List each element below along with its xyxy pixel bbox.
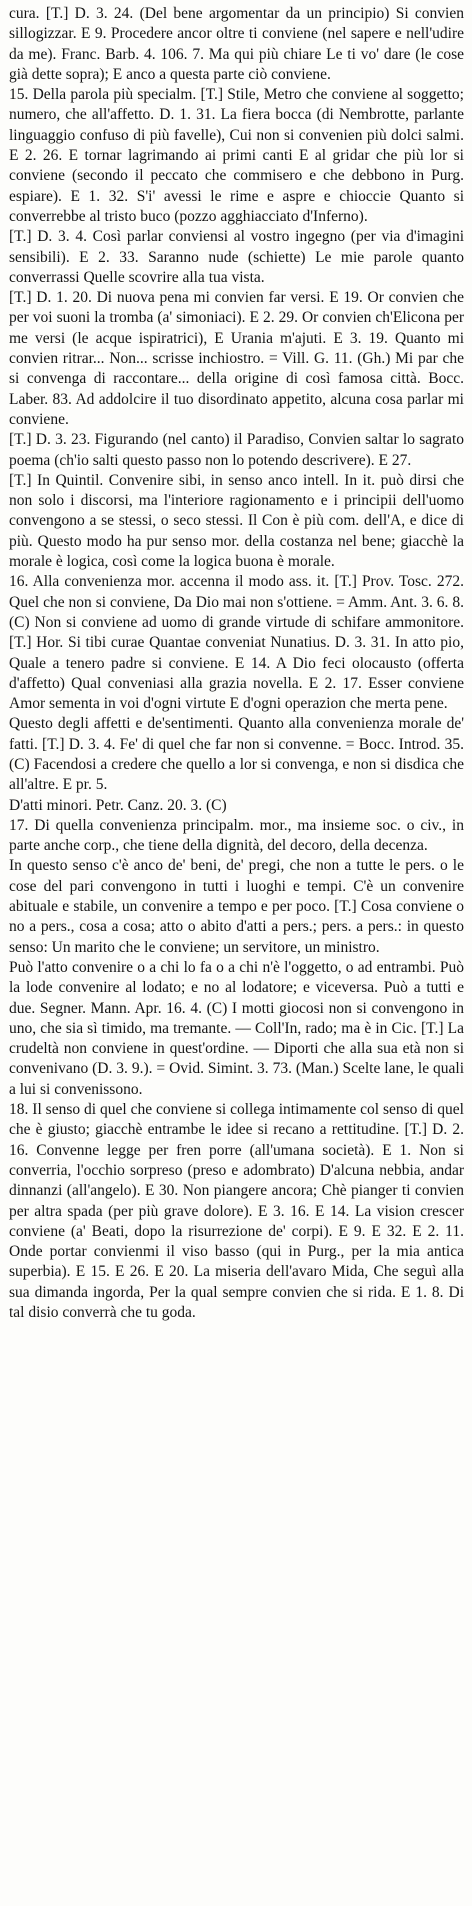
entry-paragraph: [T.] D. 1. 20. Di nuova pena mi convien far versi. E 19. Or convien che per voi suoni la tromba (a' simoniaci). E 2. 29. Or convien ch'Elicona per me versi (le acque ispiratrici), E Urania m'ajuti. E 3. 19. Quanto mi convien ritrar... Non... scrisse inchiostro. = Vill. G. 11. (Gh.) Mi par che si convenga di raccontare... della origine di così famosa città. Bocc. Laber. 83. Ad addolcire il tuo disordinato appetito, alcuna cosa parlar mi conviene.	[9, 289, 464, 428]
entry-paragraph-continuation: cura. [T.] D. 3. 24. (Del bene argomentar da un principio) Si convien sillogizzar. E 9. Procedere ancor oltre ti conviene (nel sapere e nell'udire da me). Franc. Barb. 4. 106. 7. Ma qui più chiare Le ti vo' dare (le cose già dette sopra); E anco a questa parte ciò conviene.	[9, 5, 464, 83]
entry-paragraph-sense-17: 17. Di quella convenienza principalm. mor., ma insieme soc. o civ., in parte anche corp., che tiene della dignità, del decoro, della decenza.	[9, 816, 464, 855]
entry-paragraph: Questo degli affetti e de'sentimenti. Quanto alla convenienza morale de' fatti. [T.] D. 3. 4. Fe' di quel che far non si convenne. = Bocc. Introd. 35. (C) Facendosi a credere che quello a lor si convenga, e non si disdica che all'altre. E pr. 5.	[9, 715, 464, 794]
entry-paragraph: [T.] D. 3. 4. Così parlar conviensi al vostro ingegno (per via d'imagini sensibili). E 2. 33. Saranno nude (schiette) Le mie parole quanto converrassi Quelle scovrire alla tua vista.	[9, 228, 464, 286]
entry-paragraph: D'atti minori. Petr. Canz. 20. 3. (C)	[9, 796, 227, 814]
entry-paragraph-sense-15: 15. Della parola più specialm. [T.] Stile, Metro che conviene al soggetto; numero, che all'affetto. D. 1. 31. La fiera bocca (di Nembrotte, parlante linguaggio confuso di più favelle), Cui non si convenien più dolci salmi. E 2. 26. E tornar lagrimando ai primi canti E al gridar che più lor si conviene (secondo il peccato che commisero e che debbono in Purg. espiare). E 1. 32. S'i' avessi le rime e aspre e chioccie Quanto si converrebbe al tristo buco (pozzo agghiacciato d'Inferno).	[9, 86, 464, 225]
entry-paragraph-sense-16: 16. Alla convenienza mor. accenna il modo ass. it. [T.] Prov. Tosc. 272. Quel che non si conviene, Da Dio mai non s'ottiene. = Amm. Ant. 3. 6. 8. (C) Non si conviene ad uomo di grande virtude di schifare ammonitore. [T.] Hor. Si tibi curae Quantae conveniat Nunatius. D. 3. 31. In atto pio, Quale a tenero padre si conviene. E 14. A Dio feci olocausto (offerta d'affetto) Qual conveniasi alla grazia novella. E 2. 17. Esser conviene Amor sementa in voi d'ogni virtute E d'ogni operazion che merta pene.	[9, 573, 464, 713]
entry-paragraph: [T.] In Quintil. Convenire sibi, in senso anco intell. In it. può dirsi che non solo i discorsi, ma l'interiore ragionamento e i principii dell'uomo convengono a se stessi, o seco stessi. Il Con è più com. dell'A, e dice di più. Questo modo ha pur senso mor. della costanza nel bene; giacchè la morale è logica, così come la logica buona è morale.	[9, 471, 464, 571]
entry-paragraph: [T.] D. 3. 23. Figurando (nel canto) il Paradiso, Convien saltar lo sagrato poema (ch'io salti questo passo non lo potendo descrivere). E 27.	[9, 431, 464, 469]
entry-paragraph-sense-18: 18. Il senso di quel che conviene si collega intimamente col senso di quel che è giusto; giacchè entrambe le idee si recano a rettitudine. [T.] D. 2. 16. Convenne legge per fren porre (all'umana società). E 1. Non si converria, l'occhio sorpreso (preso e adombrato) D'alcuna nebbia, andar dinnanzi (all'angelo). E 30. Non piangere ancora; Chè pianger ti convien per altra spada (per più grave dolore). E 3. 16. E 14. La vision crescer conviene (a' Beati, dopo la risurrezione de' corpi). E 9. E 32. E 2. 11. Onde portar convienmi il viso basso (qui in Purg., per la mia antica superbia). E 15. E 26. E 20. La miseria dell'avaro Mida, Che seguì alla sua dimanda ingorda, Per la qual sempre convien che si rida. E 1. 8. Di tal disio converrà che tu goda.	[9, 1101, 464, 1321]
entry-paragraph: Può l'atto convenire o a chi lo fa o a chi n'è l'oggetto, o ad entrambi. Può la lode convenire al lodato; e no al lodatore; e viceversa. Può a tutti e due. Segner. Mann. Apr. 16. 4. (C) I motti giocosi non si convengono in uno, che sia sì timido, ma tremante. — Coll'In, rado; ma è in Cic. [T.] La crudeltà non conviene in quest'ordine. — Diporti che alla sua età non si convenivano (D. 3. 9.). = Ovid. Simint. 3. 73. (Man.) Scelte lane, le quali a lui si convenissono.	[9, 958, 464, 1098]
entry-paragraph: In questo senso c'è anco de' beni, de' pregi, che non a tutte le pers. o le cose del pari convengono in tutti i luoghi e tempi. C'è un convenire abituale e stabile, un convenire a tempo e per poco. [T.] Cosa conviene o no a pers., cosa a cosa; atto o abito d'atti a pers.; pers. a pers.: in questo senso: Un marito che le conviene; un servitore, un ministro.	[9, 857, 464, 956]
